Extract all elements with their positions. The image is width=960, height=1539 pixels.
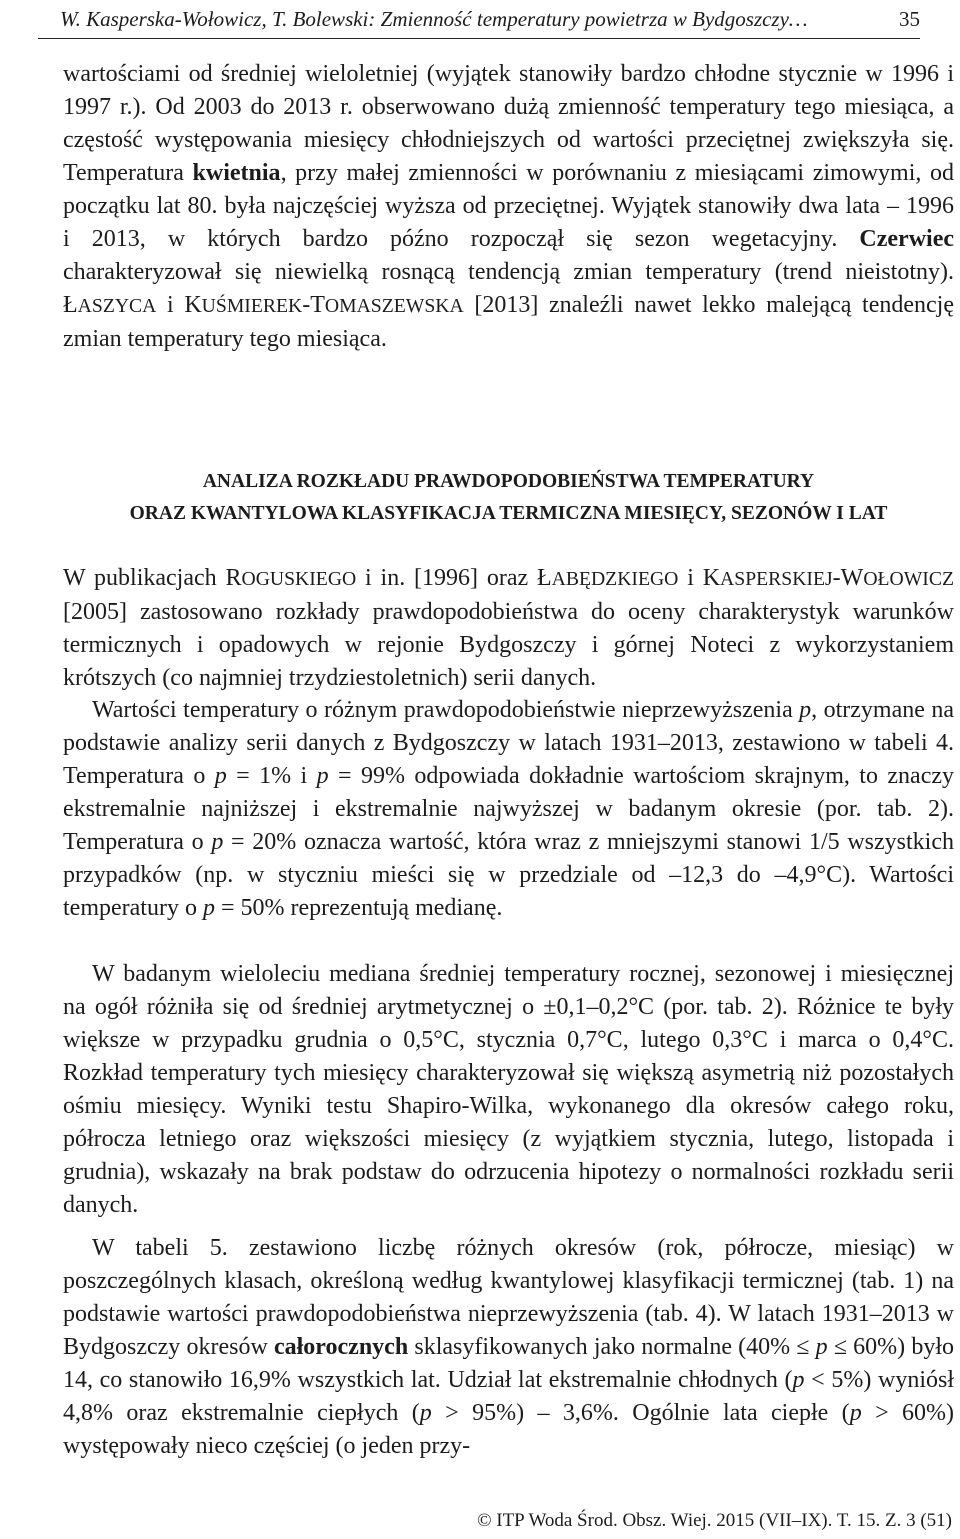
paragraph-4: [63, 958, 954, 1222]
p5-var-p-2: p: [792, 1367, 805, 1394]
p5-text-1: W tabeli 5. zestawiono liczbę różnych okresów (rok, półrocze, miesiąc) w poszczególnych klasach, określoną według kwantylowej klasyfikacji termicznej (tab. 1) na podstawie wartości prawdopodobieństwa nieprzewyższenia (tab. 4). W latach 1931–2013 w Bydgoszczy okresów: [63, 1235, 954, 1361]
p1-text-1: wartościami od średniej wieloletniej (wyjątek stanowiły bardzo chłodne stycznie w 1996 i 1997 r.). Od 2003 do 2013 r. obserwowano dużą zmienność temperatury tego miesiąca, a częstość występowania miesięcy chłodniejszych od wartości przeciętnej zwiększyła się. Temperatura: [63, 61, 954, 187]
section-heading-line-2: ORAZ KWANTYLOWA KLASYFIKACJA TERMICZNA MIESIĘCY, SEZONÓW I LAT: [129, 503, 888, 524]
paragraph-2: [63, 562, 954, 695]
p3-var-p-3: p: [316, 763, 329, 790]
p2-text-2: i in. [1996] oraz: [356, 565, 537, 591]
p5-text-3: ≤ 60%) było 14, co stanowiło 16,9% wszystkich lat. Udział lat ekstremalnie chłodnych (: [63, 1334, 955, 1394]
p5-var-p-1: p: [815, 1334, 828, 1361]
running-header: [38, 4, 920, 39]
p2-text-4: [2005] zastosowano rozkłady prawdopodobieństwa do oceny charakterystyk warunków termicznych i opadowych w rejonie Bydgoszczy i górnej Noteci z wykorzystaniem krótszych (co najmniej trzydziestoletnich) serii danych.: [63, 599, 954, 692]
author-laszyca-initial: Ł: [63, 292, 78, 319]
paragraph-5: [63, 1232, 954, 1463]
author-wolowicz-smallcaps: OŁOWICZ: [863, 568, 954, 590]
section-heading: [63, 466, 954, 530]
p5-text-4: < 5%) wyniósł 4,8% oraz ekstremalnie ciepłych (: [63, 1367, 954, 1427]
p3-text-1: Wartości temperatury o różnym prawdopodobieństwie nieprzewyższenia: [92, 697, 800, 723]
p4-text: W badanym wieloleciu mediana średniej temperatury rocznej, sezonowej i miesięcznej na ogół różniła się od średniej arytmetycznej o ±0,1–0,2°C (por. tab. 2). Różnice te były większe w przypadku grudnia o 0,5°C, stycznia 0,7°C, lutego 0,3°C i marca o 0,4°C. Rozkład temperatury tych miesięcy charakteryzował się większą asymetrią niż pozostałych ośmiu miesięcy. Wyniki testu Shapiro-Wilka, wykonanego dla okresów całego roku, półrocza letniego oraz większości miesięcy (z wyjątkiem stycznia, lutego, listopada i grudnia), wskazały na brak podstaw do odrzucenia hipotezy o normalności rozkładu serii danych.: [63, 961, 954, 1219]
p1-text-5: [2013] znaleźli nawet lekko malejącą tendencję zmian temperatury tego miesiąca.: [63, 292, 954, 353]
p3-var-p-5: p: [202, 895, 215, 922]
author-tomaszewska-smallcaps: OMASZEWSKA: [324, 295, 464, 318]
author-kusmierek-initial: K: [184, 292, 202, 319]
p3-text-6: = 50% reprezentują medianę.: [214, 895, 503, 922]
p3-text-5: = 20% oznacza wartość, która wraz z mniejszymi stanowi 1/5 wszystkich przypadków (np. w styczniu mieści się w przedziale od –12,3 do –4,9°C). Wartości temperatury o: [63, 829, 955, 922]
section-heading-line-1: ANALIZA ROZKŁADU PRAWDOPODOBIEŃSTWA TEMPERATURY: [202, 471, 815, 492]
p3-text-4: = 99% odpowiada dokładnie wartościom skrajnym, to znaczy ekstremalnie najniższej i ekstremalnie najwyższej w badanym okresie (por. tab. 2). Temperatura o: [63, 763, 954, 856]
author-roguski-initial: R: [225, 565, 242, 591]
p2-hyphen: -: [832, 565, 841, 591]
p5-text-6: > 60%) występowały nieco częściej (o jeden przy-: [63, 1400, 954, 1460]
p2-text-3: i: [678, 565, 703, 591]
p3-var-p-4: p: [211, 829, 224, 856]
author-laszyca-smallcaps: ASZYCA: [77, 295, 157, 318]
p3-var-p-1: p: [799, 697, 812, 723]
p1-bold-czerwiec: Czerwiec: [859, 226, 954, 253]
author-kasperska-smallcaps: ASPERSKIEJ: [720, 568, 833, 590]
p2-text-1: W publikacjach: [63, 565, 226, 591]
running-title: W. Kasperska-Wołowicz, T. Bolewski: Zmienność temperatury powietrza w Bydgoszczy…: [60, 7, 808, 31]
page-number: 35: [899, 7, 920, 31]
p5-bold-calorocznych: całorocznych: [273, 1334, 409, 1361]
p3-var-p-2: p: [214, 763, 227, 790]
p5-var-p-4: p: [849, 1400, 862, 1427]
p1-text-4: i: [156, 292, 185, 319]
p5-var-p-3: p: [419, 1400, 432, 1427]
author-kasperska-initial: K: [702, 565, 721, 591]
p1-bold-kwietnia: kwietnia: [192, 160, 281, 187]
author-wolowicz-initial: W: [840, 565, 864, 591]
author-labedzki-initial: Ł: [536, 565, 552, 591]
author-tomaszewska-initial: T: [310, 292, 325, 319]
p3-text-2: , otrzymane na podstawie analizy serii danych z Bydgoszczy w latach 1931–2013, zestawiono w tabeli 4. Temperatura o: [63, 697, 955, 790]
p5-text-5: > 95%) – 3,6%. Ogólnie lata ciepłe (: [431, 1400, 850, 1427]
author-labedzki-smallcaps: ABĘDZKIEGO: [551, 568, 679, 590]
author-roguski-smallcaps: OGUSKIEGO: [241, 568, 357, 590]
p1-text-3: charakteryzował się niewielką rosnącą tendencją zmian temperatury (trend nieistotny).: [63, 259, 954, 286]
p3-text-3: = 1% i: [226, 763, 317, 790]
author-kusmierek-smallcaps: UŚMIEREK: [201, 295, 303, 318]
p5-text-2: sklasyfikowanych jako normalne (40% ≤: [408, 1334, 816, 1361]
paragraph-1: [63, 58, 954, 356]
p1-text-2: , przy małej zmienności w porównaniu z miesiącami zimowymi, od początku lat 80. była najczęściej wyższa od przeciętnej. Wyjątek stanowiły dwa lata – 1996 i 2013, w których bardzo późno rozpoczął się sezon wegetacyjny.: [63, 160, 955, 253]
paragraph-3: [63, 694, 954, 925]
p1-hyphen: -: [302, 292, 311, 319]
journal-footer: © ITP Woda Środ. Obsz. Wiej. 2015 (VII–IX). T. 15. Z. 3 (51): [477, 1510, 952, 1531]
